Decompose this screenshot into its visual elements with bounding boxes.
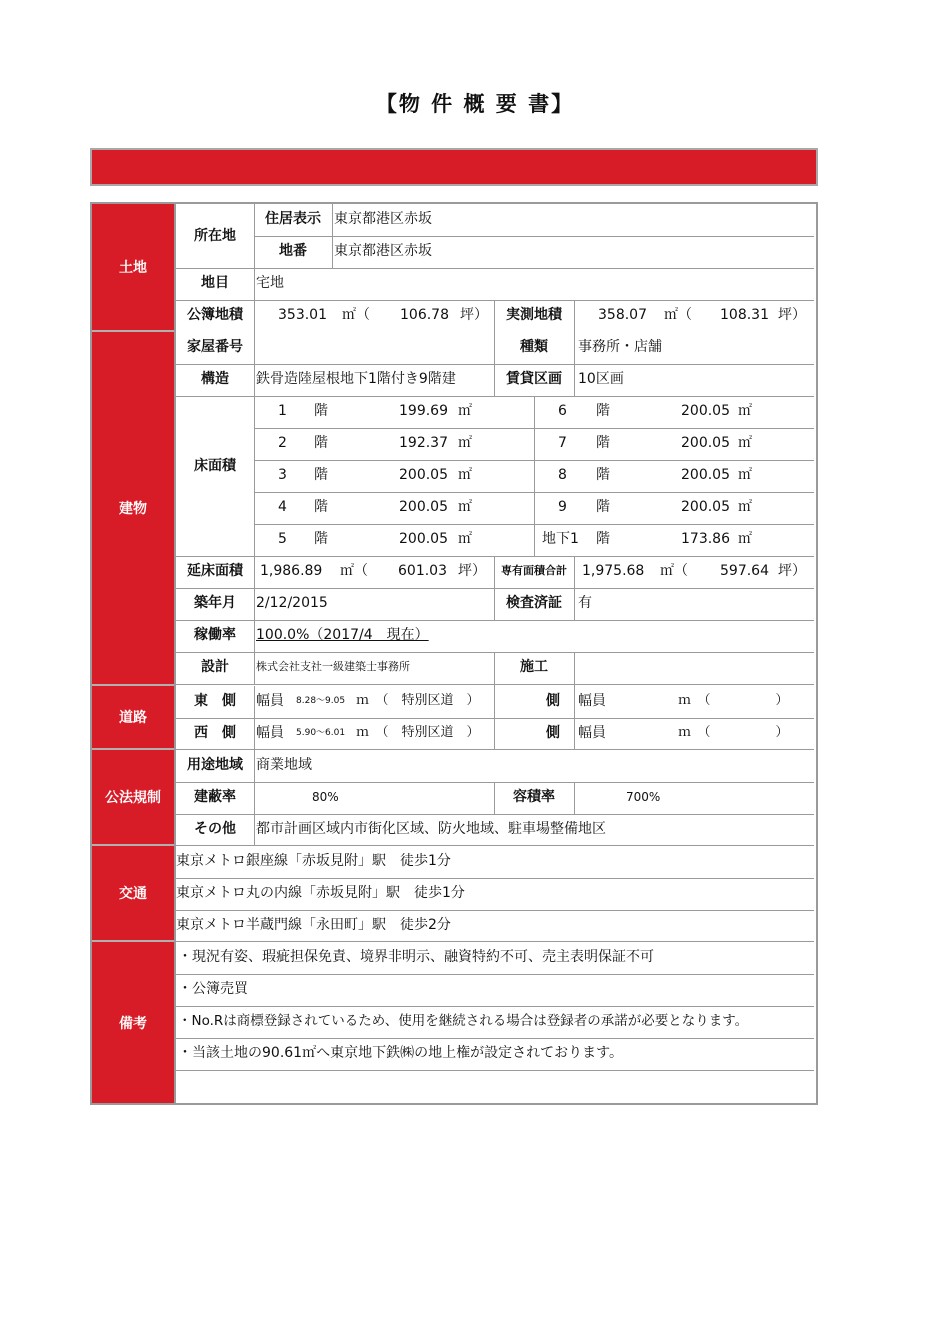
category-value: 宅地 <box>256 275 284 291</box>
floor-area-value: 200.05 <box>681 499 730 515</box>
sqm-unit: ㎡ <box>738 531 752 547</box>
category-label: 地目 <box>201 275 229 291</box>
exclusive-value: 1,975.68 <box>582 563 645 579</box>
tsubo-unit: 坪） <box>778 307 806 323</box>
floor-area-label: 床面積 <box>194 458 236 474</box>
header-banner <box>90 148 818 186</box>
built-label: 築年月 <box>194 595 236 611</box>
floor-number: 2 <box>278 435 287 451</box>
sqm-unit: ㎡ <box>458 531 472 547</box>
floor-number: 1 <box>278 403 287 419</box>
remark-item: ・当該土地の90.61㎡へ東京地下鉄㈱の地上権が設定されております。 <box>178 1045 623 1061</box>
remark-item: ・現況有姿、瑕疵担保免責、境界非明示、融資特約不可、売主表明保証不可 <box>178 949 654 965</box>
zone-label: 用途地域 <box>187 757 243 773</box>
construction-value <box>578 652 814 684</box>
road-west-note: ｍ （ 特別区道 ） <box>356 725 480 740</box>
zone-value: 商業地域 <box>256 757 312 773</box>
road-west-width: 5.90〜6.01 <box>296 728 346 738</box>
road-empty-note: ｍ （ ） <box>678 725 789 740</box>
floor-number: 4 <box>278 499 287 515</box>
section-regulation: 公法規制 <box>92 750 174 846</box>
occupancy-label: 稼働率 <box>194 627 236 643</box>
road-east-width-label: 幅員 <box>256 693 284 709</box>
remark-item <box>178 1070 814 1102</box>
floor-number: 地下1 <box>542 531 579 547</box>
road-west-label: 西 側 <box>194 725 236 741</box>
lot-label: 地番 <box>279 243 307 259</box>
road-width-label: 幅員 <box>578 693 606 709</box>
sqm-unit: ㎡ <box>458 403 472 419</box>
sqm-unit: ㎡ <box>738 467 752 483</box>
design-label: 設計 <box>201 659 229 675</box>
built-value: 2/12/2015 <box>256 595 328 611</box>
floor-number: 6 <box>558 403 567 419</box>
sqm-unit: ㎡（ <box>340 563 368 579</box>
property-table <box>90 202 818 1105</box>
location-label: 所在地 <box>194 228 236 244</box>
floor-area-value: 173.86 <box>681 531 730 547</box>
sqm-unit: ㎡（ <box>660 563 688 579</box>
inspection-label: 検査済証 <box>506 595 562 611</box>
transport-line: 東京メトロ丸の内線「赤坂見附」駅 徒歩1分 <box>176 885 465 901</box>
floor-unit: 階 <box>314 531 328 547</box>
section-road: 道路 <box>92 686 174 750</box>
address-value: 東京都港区赤坂 <box>334 211 432 227</box>
other-label: その他 <box>194 821 236 837</box>
floor-unit: 階 <box>314 403 328 419</box>
registered-tsubo-value: 106.78 <box>400 307 449 323</box>
sqm-unit: ㎡（ <box>664 307 692 323</box>
page-title: 【物 件 概 要 書】 <box>375 92 575 116</box>
exclusive-tsubo: 597.64 <box>720 563 769 579</box>
coverage-value: 80% <box>312 790 339 804</box>
address-label: 住居表示 <box>265 211 321 227</box>
structure-value: 鉄骨造陸屋根地下1階付き9階建 <box>256 371 456 387</box>
floor-unit: 階 <box>596 499 610 515</box>
section-land: 土地 <box>92 204 174 332</box>
sqm-unit: ㎡ <box>738 403 752 419</box>
tsubo-unit: 坪） <box>460 307 488 323</box>
road-east-label: 東 側 <box>194 693 236 709</box>
road-width-label: 幅員 <box>578 725 606 741</box>
floor-unit: 階 <box>596 531 610 547</box>
floor-unit: 階 <box>314 435 328 451</box>
type-label: 種類 <box>520 339 548 355</box>
lot-value: 東京都港区赤坂 <box>334 243 432 259</box>
measured-tsubo-value: 108.31 <box>720 307 769 323</box>
sqm-unit: ㎡（ <box>342 307 370 323</box>
floor-unit: 階 <box>596 403 610 419</box>
floor-area-value: 200.05 <box>399 467 448 483</box>
occupancy-value: 100.0%（2017/4 現在） <box>256 627 429 643</box>
construction-label: 施工 <box>520 659 548 675</box>
floor-unit: 階 <box>314 499 328 515</box>
total-floor-value: 1,986.89 <box>260 563 323 579</box>
sqm-unit: ㎡ <box>458 467 472 483</box>
road-east-width: 8.28〜9.05 <box>296 696 346 706</box>
floor-area-value: 192.37 <box>399 435 448 451</box>
road-east-note: ｍ （ 特別区道 ） <box>356 693 480 708</box>
floor-number: 5 <box>278 531 287 547</box>
total-floor-label: 延床面積 <box>187 563 243 579</box>
far-label: 容積率 <box>513 789 555 805</box>
road-west-width-label: 幅員 <box>256 725 284 741</box>
other-value: 都市計画区域内市街化区域、防火地域、駐車場整備地区 <box>256 821 606 837</box>
floor-area-value: 200.05 <box>681 403 730 419</box>
floor-number: 9 <box>558 499 567 515</box>
exclusive-label: 専有面積合計 <box>501 564 567 577</box>
floor-unit: 階 <box>596 467 610 483</box>
registered-area-label: 公簿地積 <box>187 307 243 323</box>
tsubo-unit: 坪） <box>458 563 486 579</box>
floor-area-value: 200.05 <box>399 499 448 515</box>
house-no-label: 家屋番号 <box>187 339 243 355</box>
house-no-value <box>256 332 492 364</box>
measured-area-value: 358.07 <box>598 307 647 323</box>
tsubo-unit: 坪） <box>778 563 806 579</box>
registered-area-value: 353.01 <box>278 307 327 323</box>
remark-item: ・No.Rは商標登録されているため、使用を継続される場合は登録者の承諾が必要となります。 <box>178 1013 749 1029</box>
floor-unit: 階 <box>596 435 610 451</box>
road-side-label: 側 <box>546 693 560 709</box>
measured-area-label: 実測地積 <box>506 307 562 323</box>
floor-unit: 階 <box>314 467 328 483</box>
floor-area-value: 200.05 <box>681 467 730 483</box>
sqm-unit: ㎡ <box>738 435 752 451</box>
inspection-value: 有 <box>578 595 592 611</box>
coverage-label: 建蔽率 <box>194 789 236 805</box>
section-remarks: 備考 <box>92 942 174 1103</box>
structure-label: 構造 <box>201 371 229 387</box>
floor-area-value: 199.69 <box>399 403 448 419</box>
transport-line: 東京メトロ銀座線「赤坂見附」駅 徒歩1分 <box>176 853 451 869</box>
sqm-unit: ㎡ <box>458 499 472 515</box>
rental-label: 賃貸区画 <box>506 371 562 387</box>
far-value: 700% <box>626 790 661 804</box>
floor-number: 3 <box>278 467 287 483</box>
type-value: 事務所・店舗 <box>578 339 662 355</box>
design-value: 株式会社支社一級建築士事務所 <box>256 660 410 673</box>
road-empty-note: ｍ （ ） <box>678 693 789 708</box>
transport-line: 東京メトロ半蔵門線「永田町」駅 徒歩2分 <box>176 917 451 933</box>
total-floor-tsubo: 601.03 <box>398 563 447 579</box>
rental-value: 10区画 <box>578 371 624 387</box>
floor-area-value: 200.05 <box>399 531 448 547</box>
section-transport: 交通 <box>92 846 174 942</box>
remark-item: ・公簿売買 <box>178 981 248 997</box>
floor-number: 8 <box>558 467 567 483</box>
sqm-unit: ㎡ <box>738 499 752 515</box>
floor-number: 7 <box>558 435 567 451</box>
section-building: 建物 <box>92 332 174 686</box>
sqm-unit: ㎡ <box>458 435 472 451</box>
road-side-label: 側 <box>546 725 560 741</box>
floor-area-value: 200.05 <box>681 435 730 451</box>
